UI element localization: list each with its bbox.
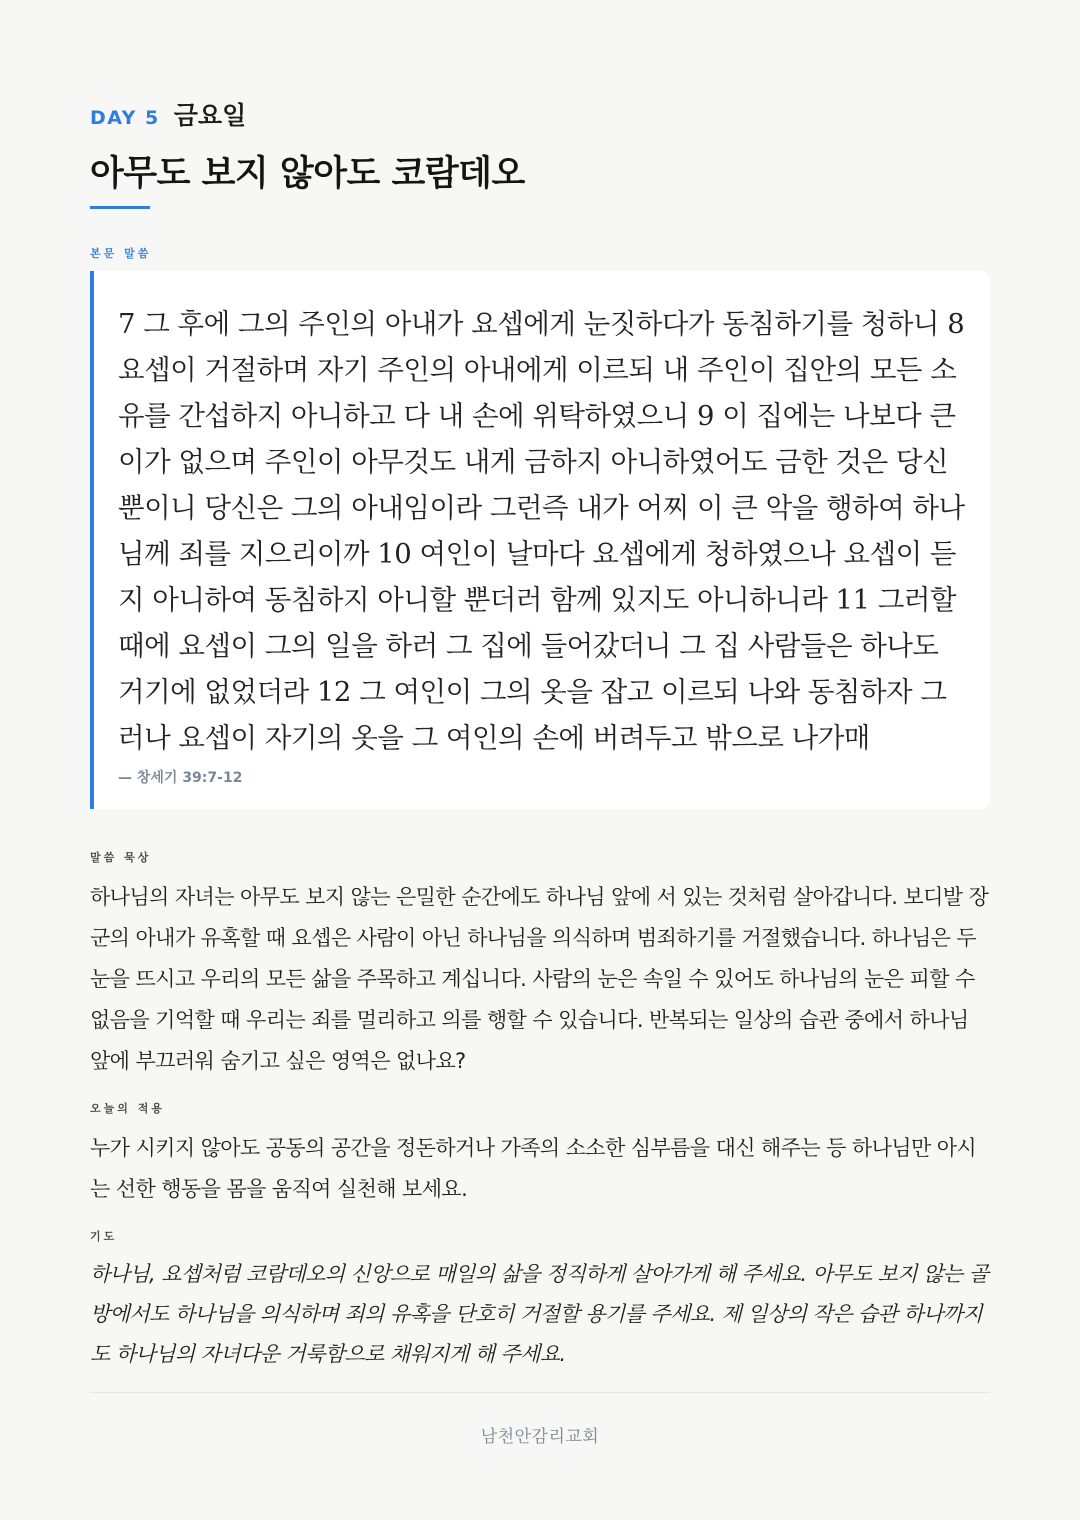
scripture-card [90,271,990,809]
weekday-label: 금요일 [173,101,247,130]
day-label: DAY 5 [90,107,160,129]
devotional-page [90,96,990,1374]
scripture-text: 7 그 후에 그의 주인의 아내가 요셉에게 눈짓하다가 동침하기를 청하니 8 요셉이 거절하며 자기 주인의 아내에게 이르되 내 주인이 집안의 모든 소유를 간섭하지 아니하고 다 내 손에 위탁하였으니 9 이 집에는 나보다 큰 이가 없으며 주인이 아무것도 내게 금하지 아니하였어도 금한 것은 당신뿐이니 당신은 그의 아내임이라 그런즉 내가 어찌 이 큰 악을 행하여 하나님께 죄를 지으리이까 10 여인이 날마다 요셉에게 청하였으나 요셉이 듣지 아니하여 동침하지 아니할 뿐더러 함께 있지도 아니하니라 11 그러할 때에 요셉이 그의 일을 하러 그 집에 들어갔더니 그 집 사람들은 하나도 거기에 없었더라 12 그 여인이 그의 옷을 잡고 이르되 나와 동침하자 그러나 요셉이 자기의 옷을 그 여인의 손에 버려두고 밖으로 나가매 [118,308,965,754]
meditation-text: 하나님의 자녀는 아무도 보지 않는 은밀한 순간에도 하나님 앞에 서 있는 것처럼 살아갑니다. 보디발 장군의 아내가 유혹할 때 요셉은 사람이 아닌 하나님을 의식하며 범죄하기를 거절했습니다. 하나님은 두 눈을 뜨시고 우리의 모든 삶을 주목하고 계십니다. 사람의 눈은 속일 수 있어도 하나님의 눈은 피할 수 없음을 기억할 때 우리는 죄를 멀리하고 의를 행할 수 있습니다. 반복되는 일상의 습관 중에서 하나님 앞에 부끄러워 숨기고 싶은 영역은 없나요? [90,885,989,1073]
title-underline [90,206,150,209]
prayer-text: 하나님, 요셉처럼 코람데오의 신앙으로 매일의 삶을 정직하게 살아가게 해 주세요. 아무도 보지 않는 골방에서도 하나님을 의식하며 죄의 유혹을 단호히 거절할 용기를 주세요. 제 일상의 작은 습관 하나까지도 하나님의 자녀다운 거룩함으로 채워지게 해 주세요. [90,1262,989,1366]
scripture-reference: — 창세기 39:7-12 [118,770,243,786]
prayer-section-label: 기도 [90,1230,118,1243]
application-section-label: 오늘의 적용 [90,1102,165,1115]
day-header [90,96,990,128]
footer-divider [90,1392,990,1393]
application-text: 누가 시키지 않아도 공동의 공간을 정돈하거나 가족의 소소한 심부름을 대신 해주는 등 하나님만 아시는 선한 행동을 몸을 움직여 실천해 보세요. [90,1136,977,1201]
meditation-section-label: 말씀 묵상 [90,851,152,864]
page-title: 아무도 보지 않아도 코람데오 [90,154,525,194]
scripture-section-label: 본문 말씀 [90,247,152,260]
church-name: 남천안감리교회 [480,1427,600,1447]
